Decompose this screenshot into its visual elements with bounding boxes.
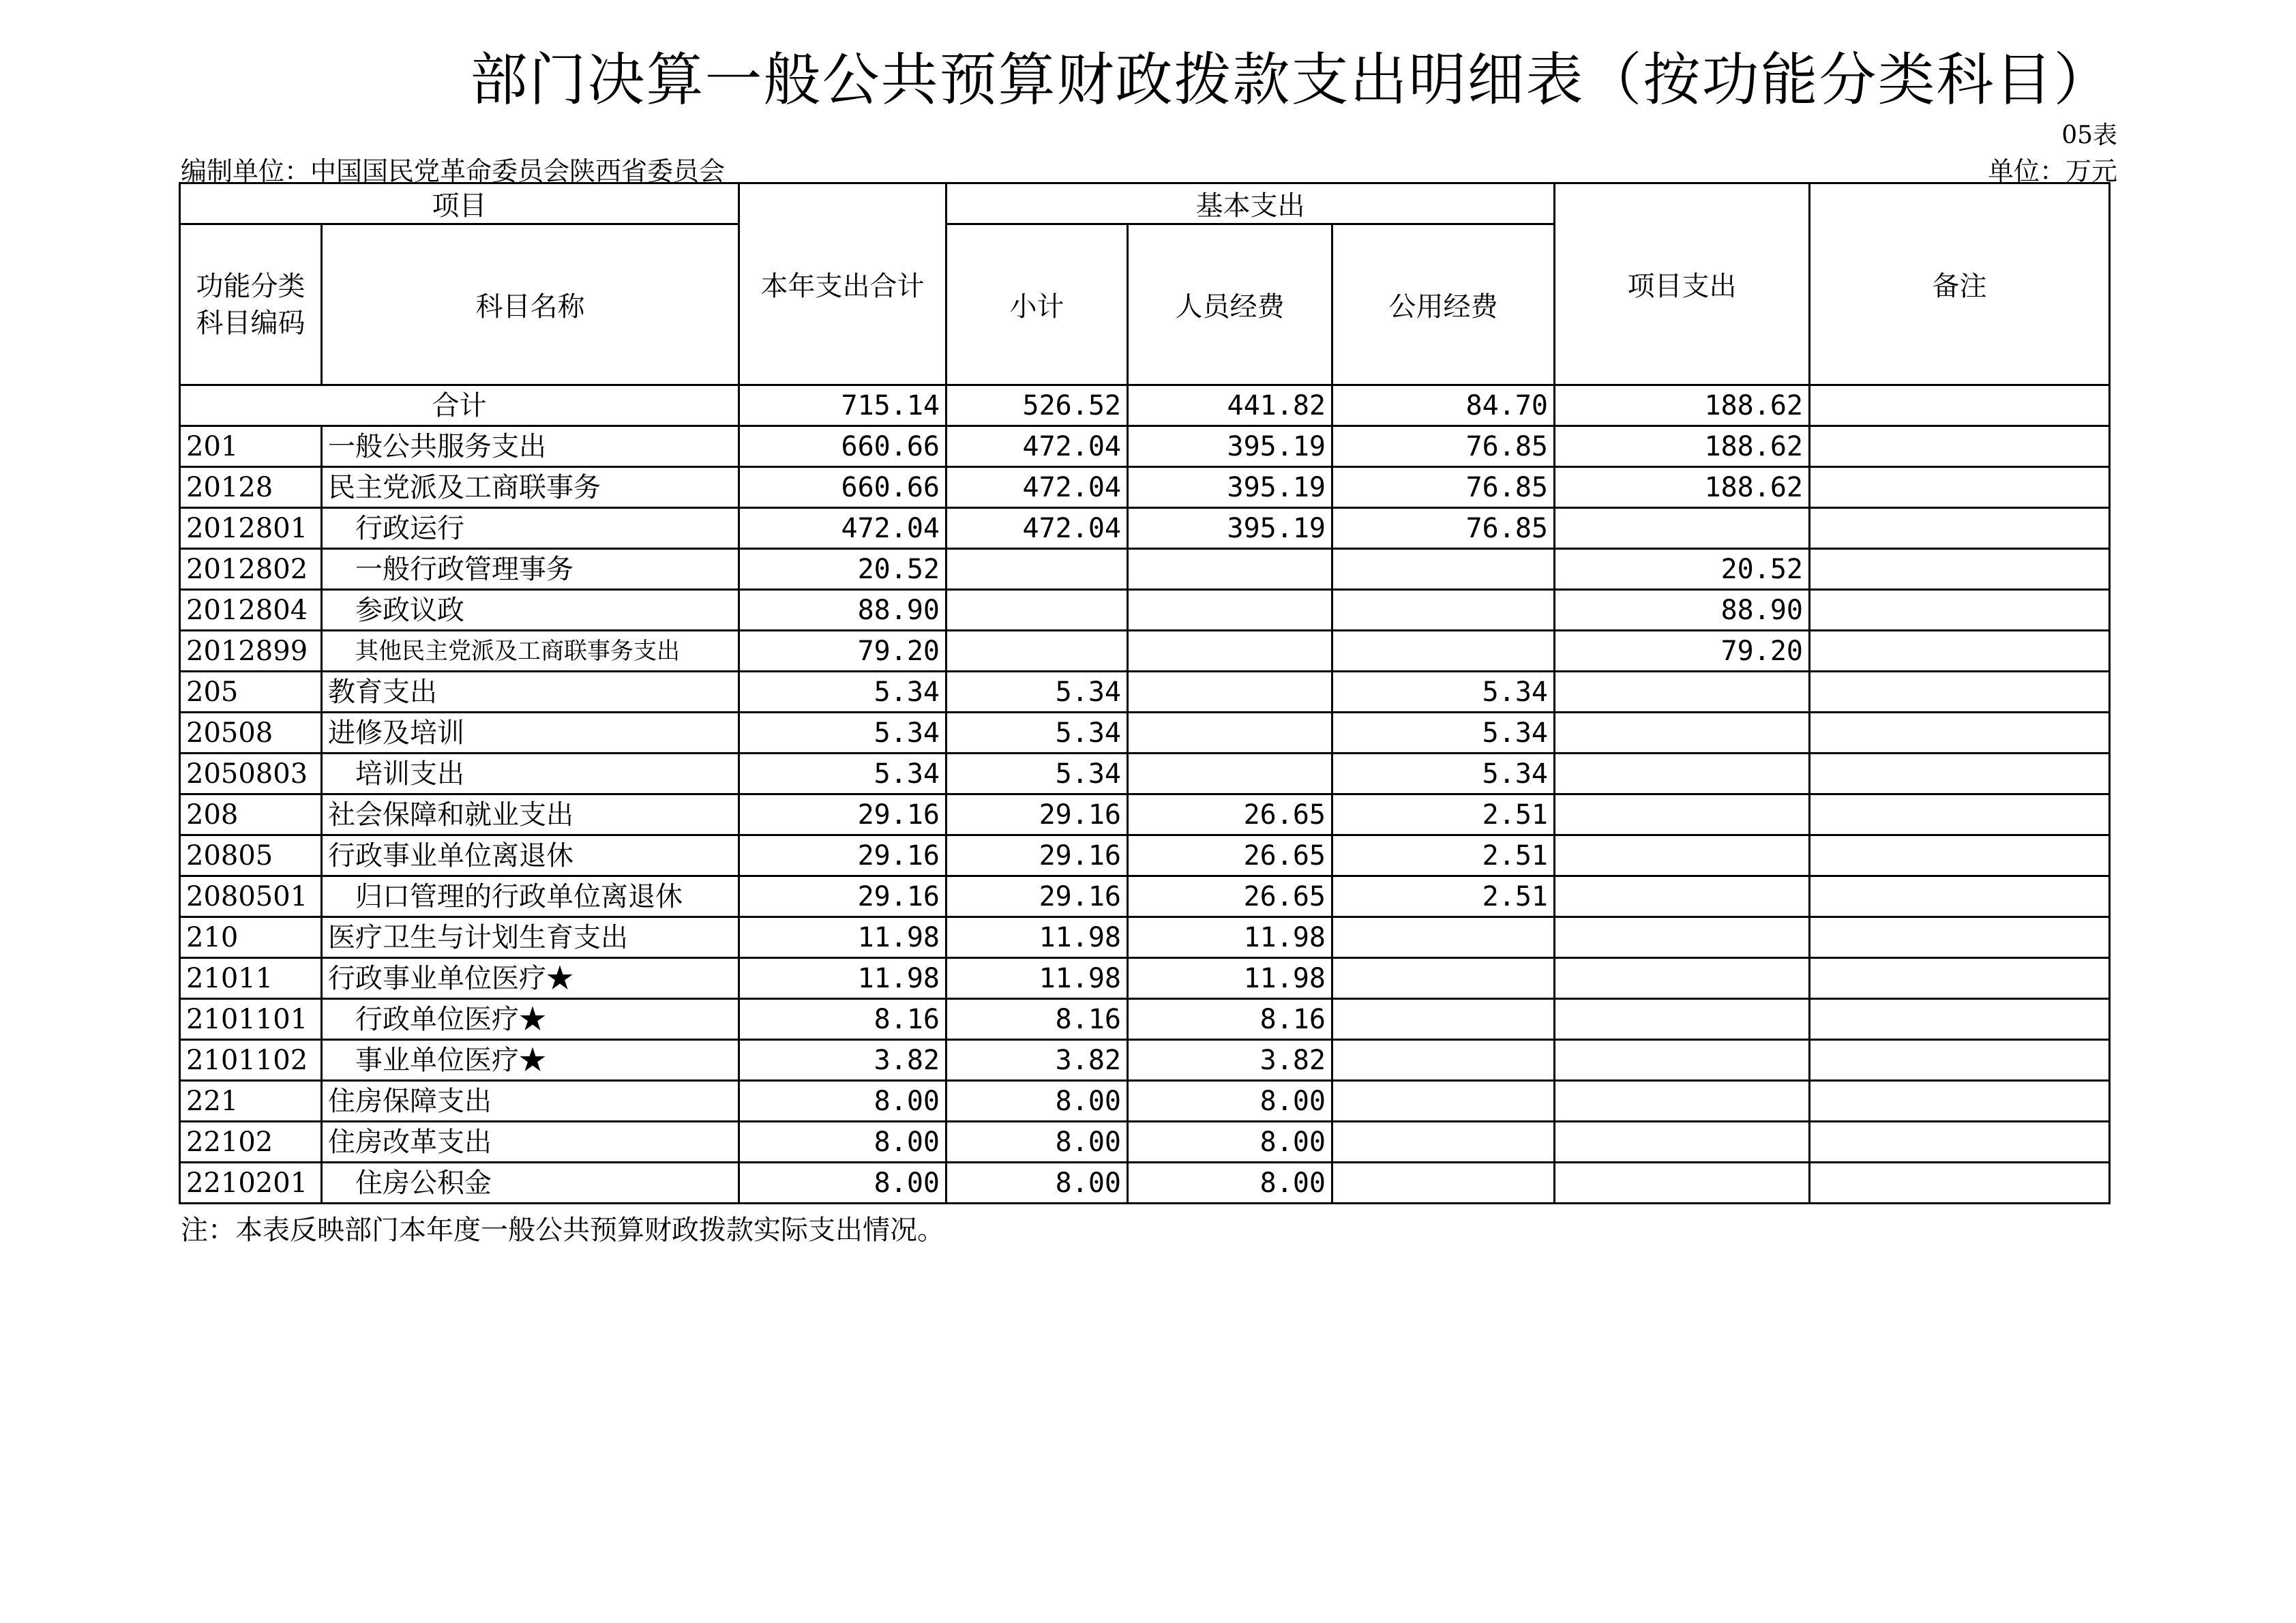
row-public: 2.51 [1332, 876, 1555, 917]
row-subtotal: 472.04 [946, 467, 1128, 508]
row-public: 2.51 [1332, 794, 1555, 835]
row-project: 188.62 [1555, 426, 1810, 467]
row-subtotal: 472.04 [946, 508, 1128, 549]
row-remark [1810, 1040, 2110, 1081]
row-name: 行政事业单位医疗★ [322, 958, 739, 999]
table-row [180, 1122, 2110, 1163]
row-total: 8.00 [739, 1163, 946, 1204]
row-remark [1810, 672, 2110, 713]
row-public [1332, 958, 1555, 999]
row-remark [1810, 426, 2110, 467]
row-code: 20128 [180, 467, 322, 508]
row-remark [1810, 590, 2110, 631]
row-personnel [1128, 672, 1332, 713]
total-row [180, 385, 2110, 426]
table-row [180, 876, 2110, 917]
row-public: 76.85 [1332, 426, 1555, 467]
row-public: 76.85 [1332, 467, 1555, 508]
row-total: 5.34 [739, 713, 946, 754]
row-name: 事业单位医疗★ [322, 1040, 739, 1081]
row-personnel: 11.98 [1128, 958, 1332, 999]
header-remark: 备注 [1810, 183, 2110, 385]
row-total: 3.82 [739, 1040, 946, 1081]
row-subtotal: 11.98 [946, 958, 1128, 999]
header-project: 项目支出 [1555, 183, 1810, 385]
row-project [1555, 835, 1810, 876]
row-public [1332, 1122, 1555, 1163]
header-personnel: 人员经费 [1128, 224, 1332, 385]
table-number: 05表 [2061, 121, 2117, 149]
row-code: 2012802 [180, 549, 322, 590]
table-row [180, 794, 2110, 835]
row-subtotal: 29.16 [946, 794, 1128, 835]
row-name: 进修及培训 [322, 713, 739, 754]
row-name: 住房公积金 [322, 1163, 739, 1204]
table-row [180, 1040, 2110, 1081]
total-label: 合计 [180, 385, 739, 426]
row-subtotal: 8.00 [946, 1122, 1128, 1163]
row-name: 医疗卫生与计划生育支出 [322, 917, 739, 958]
row-total: 29.16 [739, 794, 946, 835]
row-project [1555, 713, 1810, 754]
row-code: 20805 [180, 835, 322, 876]
row-public: 2.51 [1332, 835, 1555, 876]
row-personnel: 8.16 [1128, 999, 1332, 1040]
row-public: 5.34 [1332, 672, 1555, 713]
row-project: 79.20 [1555, 631, 1810, 672]
row-total: 660.66 [739, 426, 946, 467]
row-project [1555, 999, 1810, 1040]
row-code: 2012899 [180, 631, 322, 672]
table-row [180, 917, 2110, 958]
row-public [1332, 1163, 1555, 1204]
row-public [1332, 1040, 1555, 1081]
row-personnel: 8.00 [1128, 1081, 1332, 1122]
row-personnel: 8.00 [1128, 1163, 1332, 1204]
row-code: 21011 [180, 958, 322, 999]
row-project [1555, 754, 1810, 794]
header-code-line2: 科目编码 [196, 307, 305, 339]
row-public [1332, 917, 1555, 958]
page-title: 部门决算一般公共预算财政拨款支出明细表（按功能分类科目） [470, 46, 2113, 113]
row-total: 29.16 [739, 835, 946, 876]
row-code: 208 [180, 794, 322, 835]
row-subtotal [946, 549, 1128, 590]
row-subtotal [946, 631, 1128, 672]
row-code: 22102 [180, 1122, 322, 1163]
row-remark [1810, 917, 2110, 958]
row-total: 20.52 [739, 549, 946, 590]
row-subtotal: 11.98 [946, 917, 1128, 958]
table-row [180, 590, 2110, 631]
row-remark [1810, 1122, 2110, 1163]
footnote: 注：本表反映部门本年度一般公共预算财政拨款实际支出情况。 [181, 1215, 944, 1246]
header-total: 本年支出合计 [739, 183, 946, 385]
row-remark [1810, 876, 2110, 917]
row-subtotal: 5.34 [946, 672, 1128, 713]
row-total: 5.34 [739, 754, 946, 794]
row-total: 79.20 [739, 631, 946, 672]
row-code: 201 [180, 426, 322, 467]
row-personnel: 395.19 [1128, 508, 1332, 549]
row-remark [1810, 508, 2110, 549]
row-public [1332, 999, 1555, 1040]
row-code: 2101102 [180, 1040, 322, 1081]
total-project: 188.62 [1555, 385, 1810, 426]
row-public [1332, 631, 1555, 672]
row-subtotal [946, 590, 1128, 631]
row-total: 8.00 [739, 1122, 946, 1163]
row-name: 住房保障支出 [322, 1081, 739, 1122]
total-public: 84.70 [1332, 385, 1555, 426]
row-total: 660.66 [739, 467, 946, 508]
row-project [1555, 1163, 1810, 1204]
row-personnel: 11.98 [1128, 917, 1332, 958]
row-code: 2050803 [180, 754, 322, 794]
table-row [180, 958, 2110, 999]
row-name: 民主党派及工商联事务 [322, 467, 739, 508]
row-total: 29.16 [739, 876, 946, 917]
total-remark [1810, 385, 2110, 426]
row-project [1555, 917, 1810, 958]
row-remark [1810, 754, 2110, 794]
table-row [180, 999, 2110, 1040]
table-row [180, 672, 2110, 713]
row-public: 76.85 [1332, 508, 1555, 549]
row-remark [1810, 999, 2110, 1040]
row-total: 8.16 [739, 999, 946, 1040]
row-remark [1810, 958, 2110, 999]
table-row [180, 1163, 2110, 1204]
organization-label: 编制单位：中国国民党革命委员会陕西省委员会 [181, 156, 726, 186]
row-name: 住房改革支出 [322, 1122, 739, 1163]
row-project: 20.52 [1555, 549, 1810, 590]
row-name: 一般公共服务支出 [322, 426, 739, 467]
row-project [1555, 1122, 1810, 1163]
row-subtotal: 29.16 [946, 835, 1128, 876]
total-total: 715.14 [739, 385, 946, 426]
row-code: 20508 [180, 713, 322, 754]
header-subtotal: 小计 [946, 224, 1128, 385]
header-item: 项目 [180, 183, 739, 224]
row-personnel: 26.65 [1128, 794, 1332, 835]
row-remark [1810, 1081, 2110, 1122]
row-public [1332, 590, 1555, 631]
header-public: 公用经费 [1332, 224, 1555, 385]
row-personnel [1128, 549, 1332, 590]
row-name: 社会保障和就业支出 [322, 794, 739, 835]
table-row [180, 1081, 2110, 1122]
table-row [180, 549, 2110, 590]
row-personnel [1128, 754, 1332, 794]
row-total: 472.04 [739, 508, 946, 549]
header-name: 科目名称 [322, 224, 739, 385]
row-remark [1810, 1163, 2110, 1204]
row-name: 教育支出 [322, 672, 739, 713]
row-project: 88.90 [1555, 590, 1810, 631]
row-personnel: 26.65 [1128, 835, 1332, 876]
row-public [1332, 549, 1555, 590]
row-public [1332, 1081, 1555, 1122]
row-subtotal: 3.82 [946, 1040, 1128, 1081]
table-row [180, 713, 2110, 754]
row-total: 5.34 [739, 672, 946, 713]
row-code: 221 [180, 1081, 322, 1122]
row-total: 11.98 [739, 958, 946, 999]
row-code: 2012804 [180, 590, 322, 631]
row-project [1555, 958, 1810, 999]
row-name: 归口管理的行政单位离退休 [322, 876, 739, 917]
row-name: 行政单位医疗★ [322, 999, 739, 1040]
row-project: 188.62 [1555, 467, 1810, 508]
row-personnel [1128, 590, 1332, 631]
header-code [180, 224, 322, 385]
row-project [1555, 672, 1810, 713]
unit-label: 单位：万元 [1987, 156, 2117, 186]
row-name: 行政事业单位离退休 [322, 835, 739, 876]
row-personnel: 8.00 [1128, 1122, 1332, 1163]
row-project [1555, 794, 1810, 835]
row-total: 8.00 [739, 1081, 946, 1122]
row-code: 2101101 [180, 999, 322, 1040]
row-personnel: 3.82 [1128, 1040, 1332, 1081]
row-name: 一般行政管理事务 [322, 549, 739, 590]
row-project [1555, 1081, 1810, 1122]
row-subtotal: 8.00 [946, 1081, 1128, 1122]
row-remark [1810, 467, 2110, 508]
row-total: 11.98 [739, 917, 946, 958]
row-project [1555, 1040, 1810, 1081]
row-remark [1810, 631, 2110, 672]
row-subtotal: 5.34 [946, 713, 1128, 754]
row-code: 2210201 [180, 1163, 322, 1204]
table-row [180, 631, 2110, 672]
row-remark [1810, 549, 2110, 590]
total-personnel: 441.82 [1128, 385, 1332, 426]
row-name: 行政运行 [322, 508, 739, 549]
row-project [1555, 508, 1810, 549]
row-total: 88.90 [739, 590, 946, 631]
row-public: 5.34 [1332, 713, 1555, 754]
row-personnel [1128, 631, 1332, 672]
expenditure-table [179, 182, 2111, 1204]
row-personnel: 26.65 [1128, 876, 1332, 917]
header-code-line1: 功能分类 [196, 270, 305, 302]
row-public: 5.34 [1332, 754, 1555, 794]
row-subtotal: 472.04 [946, 426, 1128, 467]
row-name: 培训支出 [322, 754, 739, 794]
table-row [180, 426, 2110, 467]
row-project [1555, 876, 1810, 917]
row-personnel: 395.19 [1128, 426, 1332, 467]
header-basic: 基本支出 [946, 183, 1555, 224]
table-row [180, 754, 2110, 794]
row-subtotal: 5.34 [946, 754, 1128, 794]
row-code: 2012801 [180, 508, 322, 549]
table-row [180, 467, 2110, 508]
row-subtotal: 29.16 [946, 876, 1128, 917]
row-subtotal: 8.16 [946, 999, 1128, 1040]
row-remark [1810, 713, 2110, 754]
row-remark [1810, 794, 2110, 835]
row-code: 210 [180, 917, 322, 958]
table-row [180, 508, 2110, 549]
row-name: 参政议政 [322, 590, 739, 631]
table-row [180, 835, 2110, 876]
row-name: 其他民主党派及工商联事务支出 [322, 631, 739, 672]
row-code: 205 [180, 672, 322, 713]
total-subtotal: 526.52 [946, 385, 1128, 426]
row-personnel: 395.19 [1128, 467, 1332, 508]
row-subtotal: 8.00 [946, 1163, 1128, 1204]
row-remark [1810, 835, 2110, 876]
row-code: 2080501 [180, 876, 322, 917]
row-personnel [1128, 713, 1332, 754]
